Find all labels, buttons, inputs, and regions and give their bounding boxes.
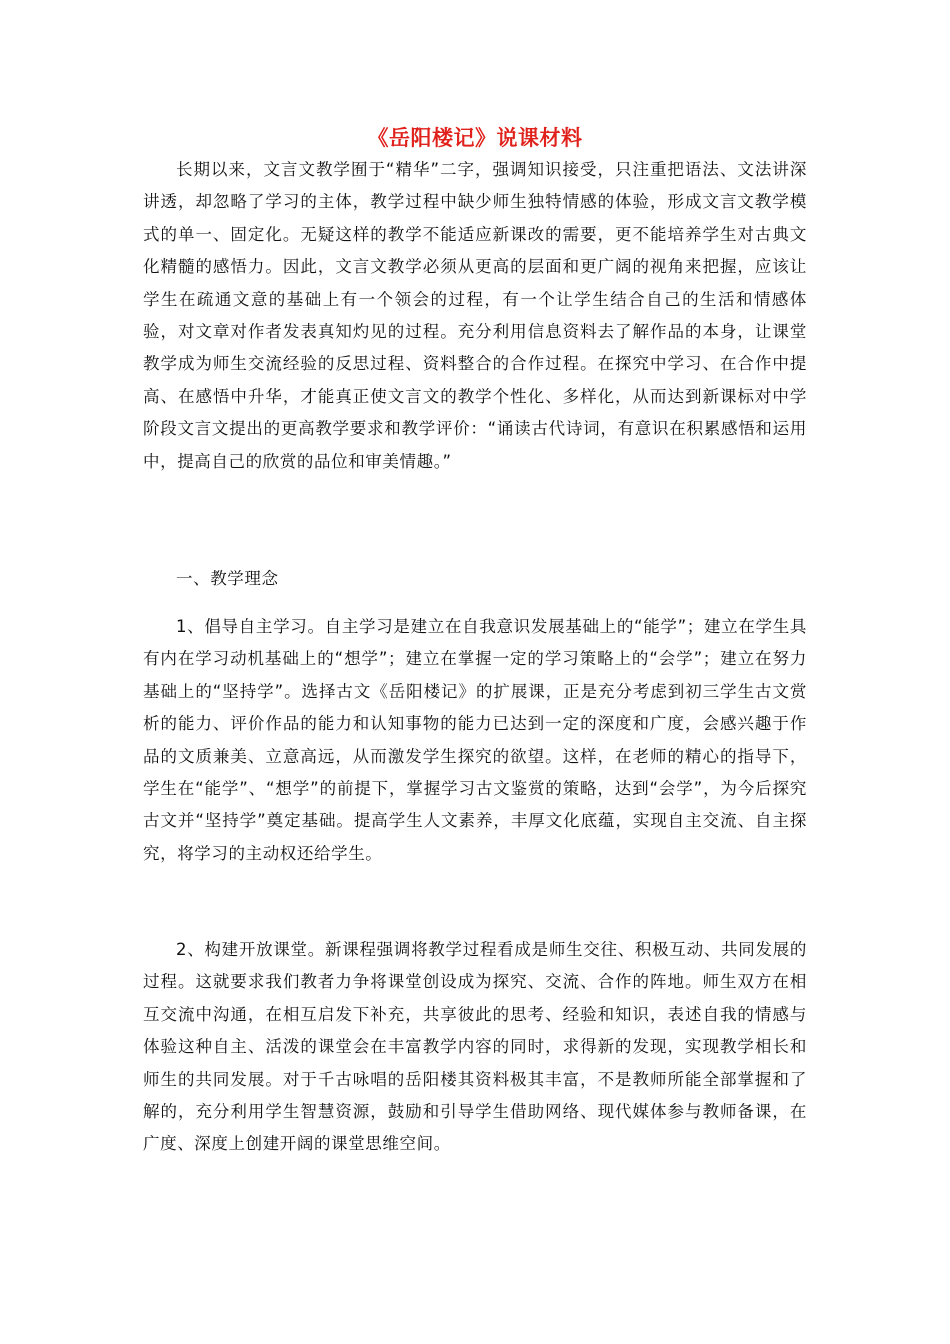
section-heading: 一、教学理念: [176, 569, 279, 588]
intro-paragraph: 长期以来，文言文教学囿于“精华”二字，强调知识接受，只注重把语法、文法讲深讲透，却忽略了学习的主体，教学过程中缺少师生独特情感的体验，形成文言文教学模式的单一、固定化。无疑这样的教学不能适应新课改的需要，更不能培养学生对古典文化精髓的感悟力。因此，文言文教学必须从更高的层面和更广阔的视角来把握，应该让学生在疏通文意的基础上有一个领会的过程，有一个让学生结合自己的生活和情感体验，对文章对作者发表真知灼见的过程。充分利用信息资料去了解作品的本身，让课堂教学成为师生交流经验的反思过程、资料整合的合作过程。在探究中学习、在合作中提高、在感悟中升华，才能真正使文言文的教学个性化、多样化，从而达到新课标对中学阶段文言文提出的更高教学要求和教学评价：“诵读古代诗词，有意识在积累感悟和运用中，提高自己的欣赏的品位和审美情趣。”: [143, 160, 807, 471]
document-title: 《岳阳楼记》说课材料: [367, 126, 583, 150]
point-2-paragraph: 2、构建开放课堂。新课程强调将教学过程看成是师生交往、积极互动、共同发展的过程。这就要求我们教者力争将课堂创设成为探究、交流、合作的阵地。师生双方在相互交流中沟通，在相互启发下补充，共享彼此的思考、经验和知识，表述自我的情感与体验这种自主、活泼的课堂会在丰富教学内容的同时，求得新的发现，实现教学相长和师生的共同发展。对于千古咏唱的岳阳楼其资料极其丰富，不是教师所能全部掌握和了解的，充分利用学生智慧资源，鼓励和引导学生借助网络、现代媒体参与教师备课，在广度、深度上创建开阔的课堂思维空间。: [143, 940, 807, 1154]
point-1-paragraph: 1、倡导自主学习。自主学习是建立在自我意识发展基础上的“能学”；建立在学生具有内在学习动机基础上的“想学”；建立在掌握一定的学习策略上的“会学”；建立在努力基础上的“坚持学”。选择古文《岳阳楼记》的扩展课，正是充分考虑到初三学生古文赏析的能力、评价作品的能力和认知事物的能力已达到一定的深度和广度，会感兴趣于作品的文质兼美、立意高远，从而激发学生探究的欲望。这样，在老师的精心的指导下，学生在“能学”、“想学”的前提下，掌握学习古文鉴赏的策略，达到“会学”，为今后探究古文并“坚持学”奠定基础。提高学生人文素养，丰厚文化底蕴，实现自主交流、自主探究，将学习的主动权还给学生。: [143, 617, 807, 863]
